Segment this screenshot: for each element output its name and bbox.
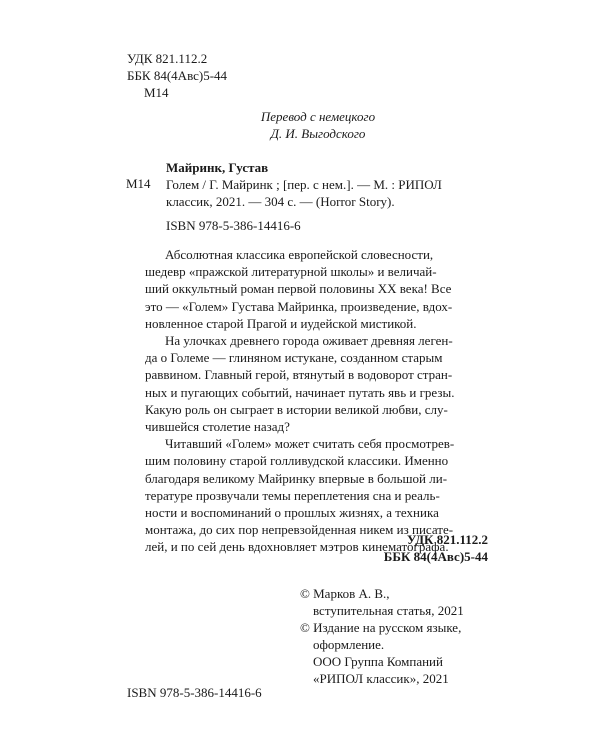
annotation-line: На улочках древнего города оживает древняя леген- <box>165 333 453 349</box>
biblio-line-2: классик, 2021. — 304 с. — (Horror Story). <box>166 194 395 209</box>
biblio-author: Майринк, Густав <box>166 160 269 175</box>
udk-code: УДК 821.112.2 <box>127 51 208 66</box>
udk-code-bottom: УДК 821.112.2 <box>406 532 488 547</box>
isbn-bottom: ISBN 978-5-386-14416-6 <box>127 685 262 700</box>
annotation-line: Читавший «Голем» может считать себя просмотрев- <box>165 436 455 452</box>
translator-name: Д. И. Выгодского <box>270 126 366 141</box>
annotation-line: ных и пугающих событий, начинает путать явь и грезы. <box>145 384 455 400</box>
translation-credit <box>246 108 390 142</box>
annotation-line: ший оккультный роман первой половины XX века! Все <box>145 281 452 297</box>
annotation-line: раввином. Главный герой, втянутый в водоворот стран- <box>145 367 453 383</box>
biblio-isbn: ISBN 978-5-386-14416-6 <box>166 218 301 233</box>
annotation-line: благодаря великому Майринку впервые в большой ли- <box>145 470 448 486</box>
top-classification-codes <box>127 50 227 101</box>
copyright-line: © Марков А. В., <box>300 586 390 601</box>
copyright-line: ООО Группа Компаний <box>313 654 443 669</box>
bbk-code-bottom: ББК 84(4Авс)5-44 <box>383 549 488 564</box>
annotation <box>145 246 488 556</box>
biblio-line-1: Голем / Г. Майринк ; [пер. с нем.]. — М. : РИПОЛ <box>166 177 442 192</box>
copyright-block <box>300 585 464 687</box>
copyright-line: «РИПОЛ классик», 2021 <box>313 671 449 686</box>
translation-language: Перевод с немецкого <box>260 109 376 124</box>
annotation-line: ности и воспоминаний о прошлых жизнях, а техника <box>145 505 439 521</box>
annotation-line: лей, и по сей день вдохновляет мэтров кинематографа. <box>145 539 449 555</box>
annotation-line: шедевр «пражской литературной школы» и величай- <box>145 264 437 280</box>
copyright-line: вступительная статья, 2021 <box>313 603 464 618</box>
copyright-line: © Издание на русском языке, <box>300 620 462 635</box>
copyright-line: оформление. <box>313 637 385 652</box>
annotation-line: тературе прозвучали темы переплетения сна и реаль- <box>145 487 440 503</box>
biblio-description <box>166 176 442 210</box>
annotation-line: шим половину старой голливудской классики. Именно <box>145 453 449 469</box>
bottom-classification-codes <box>384 531 488 565</box>
author-mark: М14 <box>144 85 169 100</box>
annotation-line: да о Големе — глиняном истукане, созданном старым <box>145 350 443 366</box>
annotation-line: Какую роль он сыграет в истории великой любви, слу- <box>145 401 448 417</box>
annotation-line: монтажа, до сих пор непревзойденная никем из писате- <box>145 522 454 538</box>
annotation-line: чившейся столетие назад? <box>145 419 290 435</box>
annotation-line: это — «Голем» Густава Майринка, произведение, вдох- <box>145 298 453 314</box>
biblio-author-mark: М14 <box>126 176 151 191</box>
annotation-line: новленное старой Прагой и иудейской мистикой. <box>145 315 417 331</box>
bbk-code: ББК 84(4Авс)5-44 <box>127 68 228 83</box>
annotation-line: Абсолютная классика европейской словесности, <box>165 247 434 262</box>
